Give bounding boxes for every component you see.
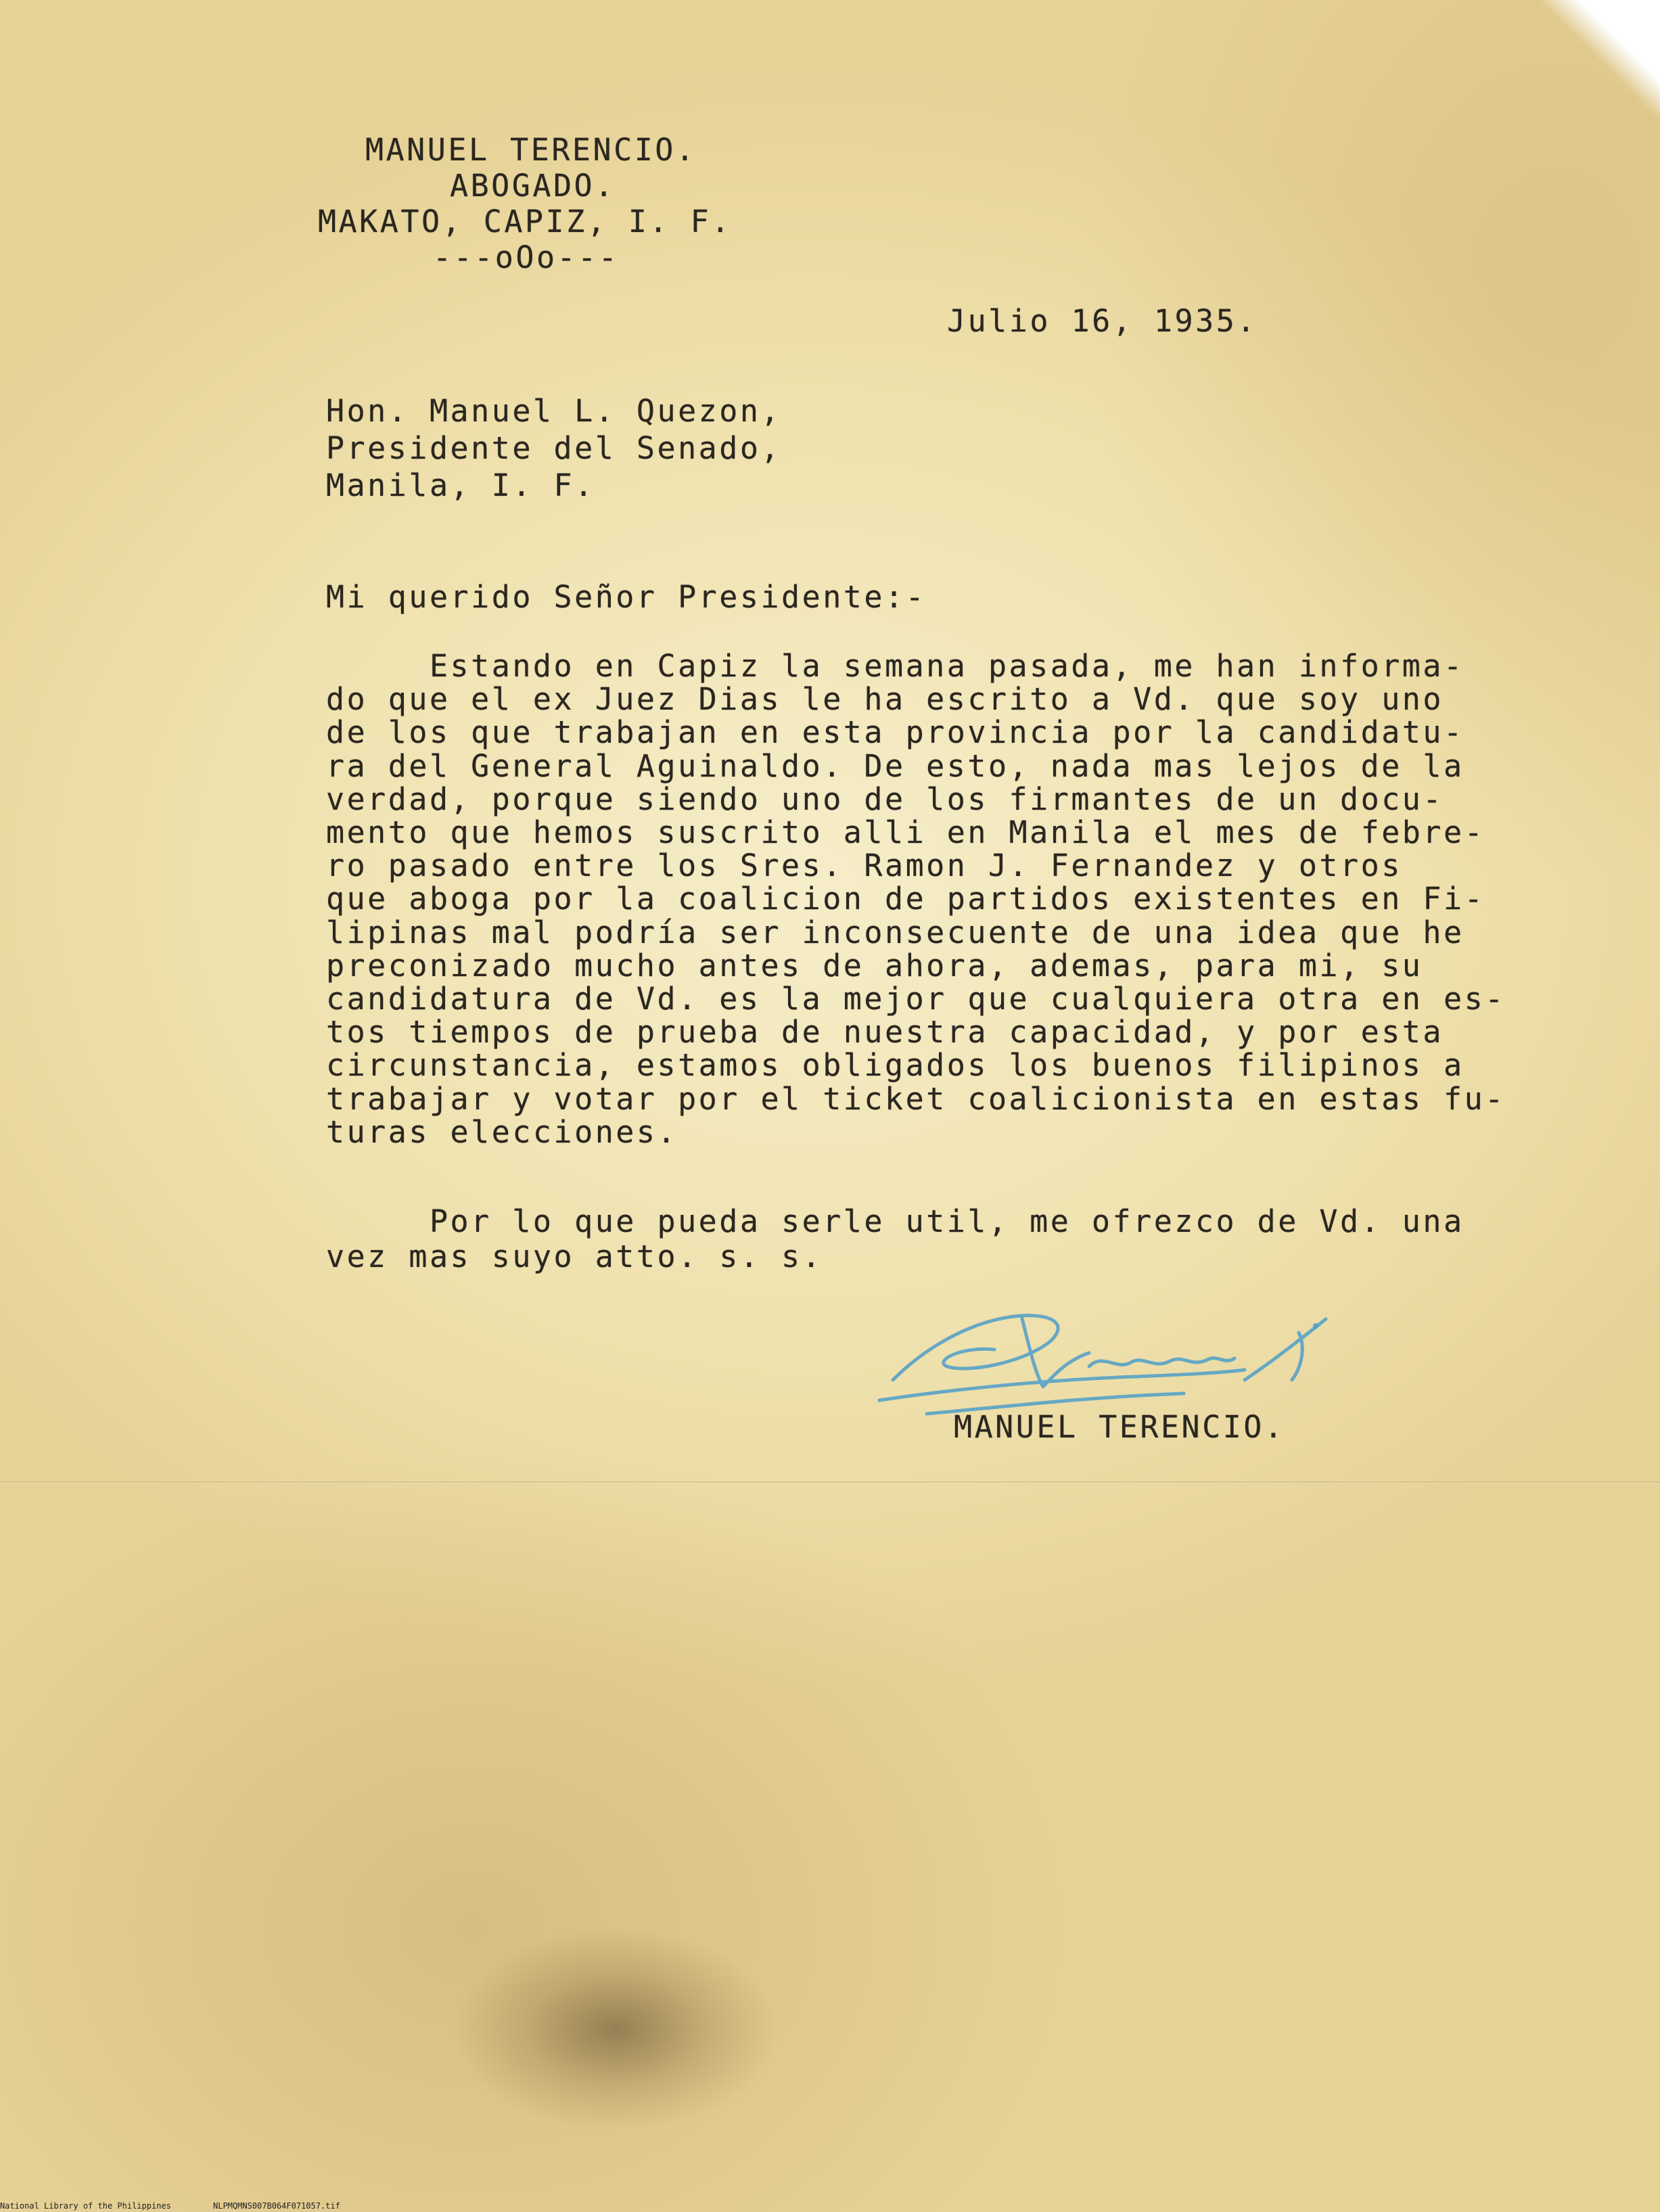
body-line: trabajar y votar por el ticket coalicionista en estas fu- [326,1080,1506,1117]
letterhead-location: MAKATO, CAPIZ, I. F. [318,204,732,239]
recipient-address [326,392,781,504]
body-line: preconizado mucho antes de ahora, ademas, para mi, su [326,947,1423,984]
letterhead-ornament: ---oOo--- [433,239,620,275]
letterhead-name: MANUEL TERENCIO. [365,132,697,168]
footer-institution: National Library of the Philippines [0,2201,171,2211]
body-line: ra del General Aguinaldo. De esto, nada mas lejos de la [326,747,1465,784]
closing-line: vez mas suyo atto. s. s. [326,1239,823,1274]
letterhead [318,132,732,275]
paper-fold-line [0,1481,1660,1484]
recipient-city: Manila, I. F. [326,467,595,503]
torn-corner [1504,0,1660,115]
body-paragraph [326,649,1506,1149]
body-line: candidatura de Vd. es la mejor que cualquiera otra en es- [326,981,1506,1017]
letter-date: Julio 16, 1935. [947,303,1258,339]
footer-file-id: NLPMQMNS007B064F071057.tif [213,2201,340,2211]
body-line: ro pasado entre los Sres. Ramon J. Fernandez y otros [326,848,1402,884]
body-line: de los que trabajan en esta provincia por la candidatu- [326,714,1465,751]
body-line: lipinas mal podría ser inconsecuente de una idea que he [326,914,1465,950]
body-line: mento que hemos suscrito alli en Manila el mes de febre- [326,814,1485,851]
recipient-title: Presidente del Senado, [326,430,782,466]
closing-paragraph [326,1204,1465,1274]
signer-name: MANUEL TERENCIO. [954,1409,1285,1445]
body-line: circunstancia, estamos obligados los buenos filipinos a [326,1047,1465,1084]
body-line: verdad, porque siendo uno de los firmantes de un docu- [326,781,1444,817]
body-line: Estando en Capiz la semana pasada, me han informa- [326,648,1465,684]
recipient-name: Hon. Manuel L. Quezon, [326,393,782,429]
letterhead-profession: ABOGADO. [450,168,616,204]
body-line: turas elecciones. [326,1113,678,1150]
closing-line: Por lo que pueda serle util, me ofrezco de Vd. una [326,1203,1465,1239]
body-line: do que el ex Juez Dias le ha escrito a Vd. que soy uno [326,681,1444,718]
body-line: que aboga por la coalicion de partidos existentes en Fi- [326,881,1485,917]
body-line: tos tiempos de prueba de nuestra capacidad, y por esta [326,1014,1444,1051]
salutation: Mi querido Señor Presidente:- [326,579,927,615]
